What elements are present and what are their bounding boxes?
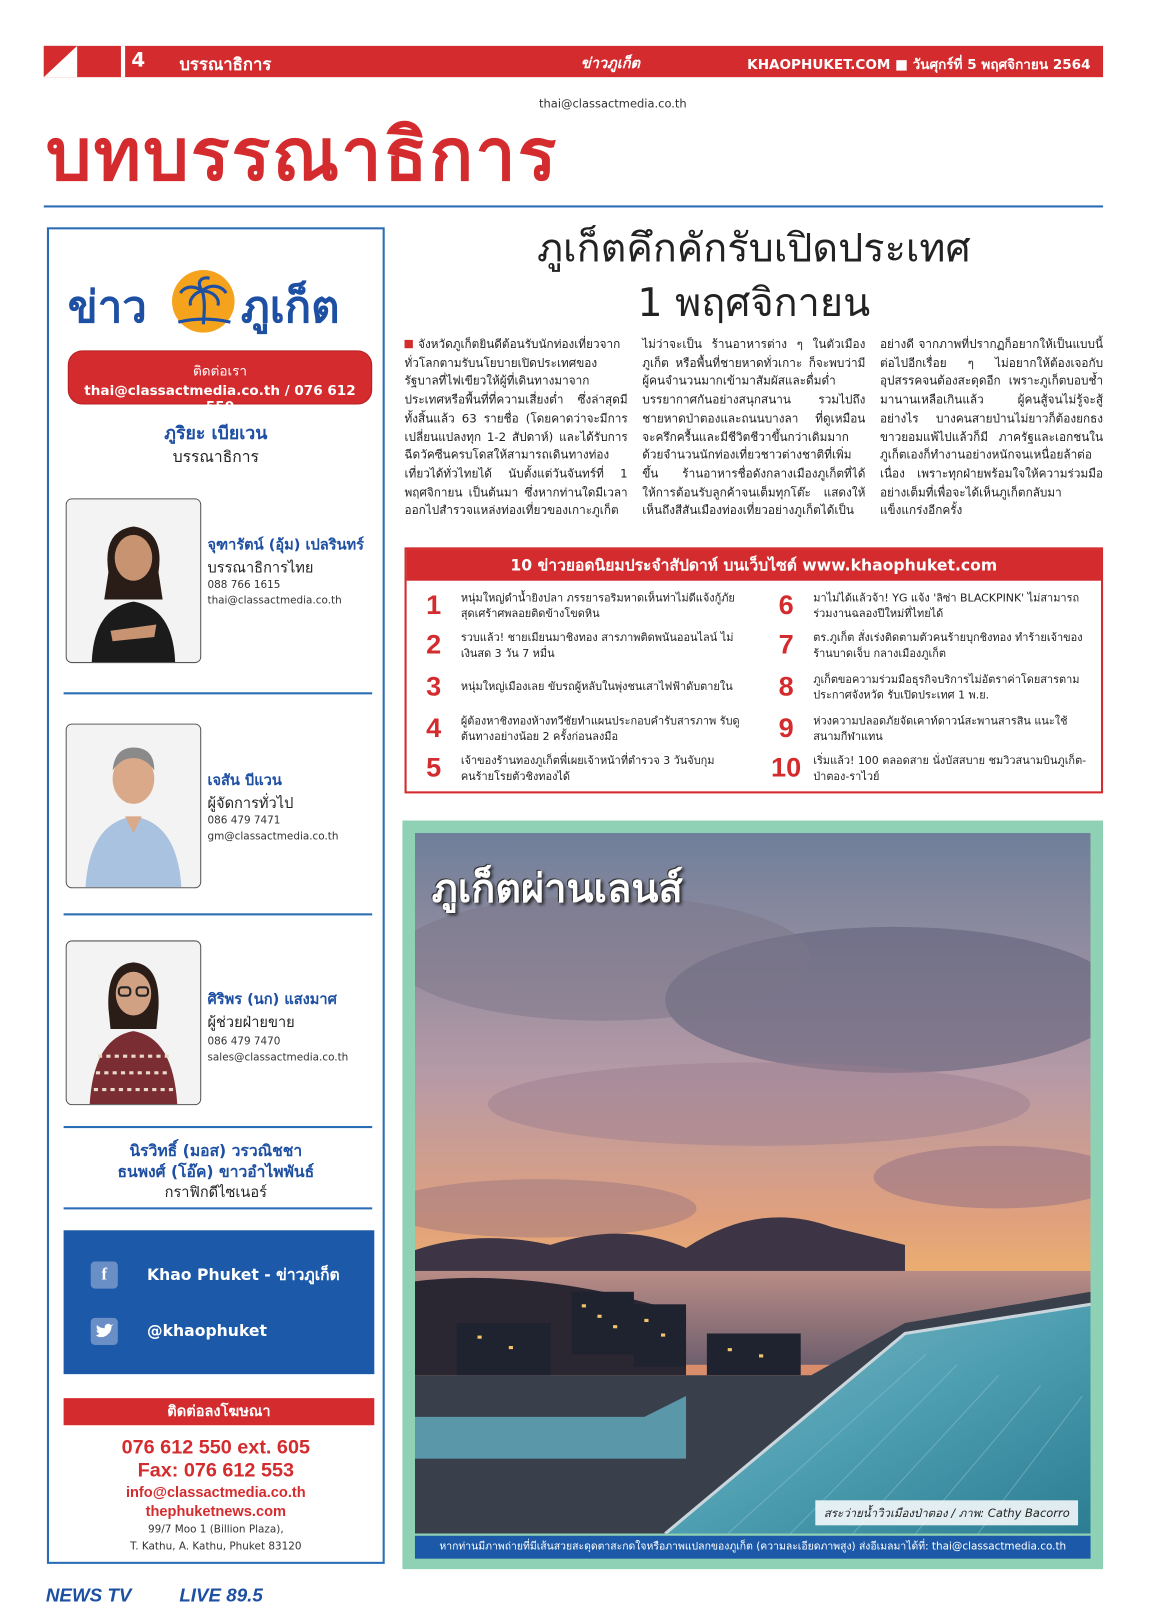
staff-phone-2: 086 479 7471: [207, 815, 281, 827]
ads-email[interactable]: info@classactmedia.co.th: [125, 1483, 306, 1501]
footer-logos: [46, 1583, 296, 1610]
photo-submission-note: หากท่านมีภาพถ่ายที่มีเส้นสวยสะดุดตาสะกดใจหรือภาพแปลกของภูเก็ต (ความละเอียดภาพสูง) ส่งอีเมลมาได้ที่: thai@classactmedia.co.th: [415, 1536, 1091, 1559]
khaophuket-logo: [68, 265, 370, 344]
news-text: มาไม่ได้แล้วจ้า! YG แจ้ง 'ลิซ่า BLACKPINK' ไม่สามารถร่วมงานฉลองปีใหม่ที่ไทยได้: [813, 592, 1080, 621]
article-body: [405, 336, 1104, 526]
staff-role-3: ผู้ช่วยฝ่ายขาย: [207, 1014, 295, 1032]
sunset-pool-photo: [415, 833, 1091, 1534]
masthead-rule: [44, 205, 1103, 207]
headline-line-1: ภูเก็ตคึกคักรับเปิดประเทศ: [536, 225, 971, 272]
staff-role-2: ผู้จัดการทั่วไป: [207, 795, 294, 813]
news-item[interactable]: [415, 712, 738, 752]
news-item[interactable]: [767, 670, 1090, 710]
sidebar-divider: [64, 1126, 373, 1128]
sidebar-divider: [64, 692, 373, 694]
logo-word-left: ข่าว: [67, 282, 147, 332]
twitter-label: @khaophuket: [147, 1321, 268, 1341]
corner-mark: [44, 46, 77, 77]
article-headline: [405, 221, 1104, 329]
staff-sidebar: [47, 227, 385, 1564]
top10-box: [405, 547, 1104, 793]
sidebar-divider: [64, 1207, 373, 1209]
logo-word-right: ภูเก็ต: [240, 282, 340, 332]
designer-name-1: นิรวิทธิ์ (มอส) วรวณิชชา: [129, 1141, 303, 1161]
news-number: 2: [426, 628, 442, 660]
headline-line-2: 1 พฤศจิกายน: [637, 279, 871, 326]
news-text: หนุ่มใหญ่เมืองเลย ขับรถผู้หลับในพุ่งชนเสาไฟฟ้าดับตายใน: [460, 680, 733, 694]
staff-phone-3: 086 479 7470: [207, 1036, 281, 1048]
ads-address-2: T. Kathu, A. Kathu, Phuket 83120: [130, 1540, 302, 1553]
designer-role: กราฟิกดีไซเนอร์: [164, 1184, 267, 1202]
news-text: เจ้าของร้านทองภูเก็ตพี่เผยเจ้าหน้าที่ตำรวจ 3 วันจับกุมคนร้ายโรยตัวชิงทองได้: [460, 754, 715, 783]
live-radio-logo: LIVE 89.5: [179, 1584, 263, 1606]
photo-frame: [402, 821, 1103, 1570]
news-item[interactable]: [415, 629, 738, 669]
news-item[interactable]: [767, 712, 1090, 752]
news-text: ห่วงความปลอดภัยจัดเคาท์ดาวน์สะพานสารสิน แนะใช้สนามกีฬาแทน: [813, 715, 1068, 744]
staff-phone-1: 088 766 1615: [207, 579, 281, 592]
contact-label: ติดต่อเรา: [192, 363, 248, 380]
section-label: บรรณาธิการ: [179, 54, 272, 75]
news-number: 9: [778, 712, 794, 744]
news-text: ตร.ภูเก็ต สั่งเร่งติดตามตัวคนร้ายบุกชิงทอง ทำร้ายเจ้าของร้านบาดเจ็บ กลางเมืองภูเก็ต: [813, 631, 1083, 660]
facebook-link[interactable]: [91, 1262, 340, 1289]
masthead-email: thai@classactmedia.co.th: [539, 96, 687, 111]
news-number: 3: [426, 670, 442, 702]
social-box: [64, 1230, 375, 1374]
staff-email-2: gm@classactmedia.co.th: [207, 830, 339, 843]
top10-header: 10 ข่าวยอดนิยมประจำสัปดาห์ บนเว็บไซต์ www.khaophuket.com: [407, 549, 1101, 580]
staff-name-2: เจสัน บีแวน: [207, 772, 282, 790]
facebook-label: Khao Phuket - ข่าวภูเก็ต: [147, 1265, 340, 1284]
header-logo: ข่าวภูเก็ต: [580, 55, 641, 72]
ads-website[interactable]: thephuketnews.com: [145, 1502, 286, 1520]
news-text: หนุ่มใหญ่ดำน้ำยิงปลา ภรรยารอริมหาดเห็นท่าไม่ดีแจ้งกู้ภัย สุดเศร้าศพลอยติดข้างโขดหิน: [460, 592, 735, 621]
top-bar: [44, 46, 1103, 77]
news-item[interactable]: [767, 629, 1090, 669]
news-item[interactable]: [415, 670, 738, 710]
news-tv-logo: NEWS TV: [45, 1584, 132, 1606]
news-text: ผู้ต้องหาชิงทองห้างทวีชัยทำแผนประกอบคำรับสารภาพ รับดูต้นทางอย่างน้อย 2 ครั้งก่อนลงมือ: [460, 715, 740, 744]
staff-photo-2: [66, 724, 202, 889]
twitter-link[interactable]: [91, 1318, 267, 1345]
news-number: 6: [778, 589, 794, 621]
staff-email-1: thai@classactmedia.co.th: [207, 595, 342, 607]
facebook-icon: f: [91, 1262, 118, 1289]
designers-block: [49, 1141, 383, 1204]
staff-name-1: จุฑารัตน์ (อุ้ม) เปลรินทร์: [207, 536, 365, 554]
photo-section-title: ภูเก็ตผ่านเลนส์: [431, 865, 683, 912]
article-bullet: [405, 340, 413, 348]
ads-label: ติดต่อลงโฆษณา: [64, 1398, 375, 1425]
news-number: 5: [426, 751, 442, 783]
staff-name-3: ศิริพร (นก) แสงมาศ: [207, 991, 337, 1009]
staff-email-3: sales@classactmedia.co.th: [207, 1051, 349, 1064]
news-item[interactable]: [767, 589, 1090, 629]
staff-photo-3: [66, 940, 202, 1105]
news-number: 4: [426, 712, 442, 744]
page-number-divider: [121, 46, 125, 77]
editor-role: บรรณาธิการ: [172, 447, 259, 467]
news-text: รวบแล้ว! ชายเมียนมาชิงทอง สารภาพติดพนันออนไลน์ ไม่เงินสด 3 วัน 7 หมื่น: [460, 631, 734, 660]
sidebar-divider: [64, 913, 373, 915]
news-number: 8: [778, 670, 794, 702]
news-text: ภูเก็ตขอความร่วมมือธุรกิจบริการไม่อัตราค่าโดยสารตามประกาศจังหวัด รับเปิดประเทศ 1 พ.ย.: [813, 673, 1080, 702]
contact-details: thai@classactmedia.co.th / 076 612 550: [84, 383, 356, 415]
photo-caption: สระว่ายน้ำวิวเมืองป่าตอง / ภาพ: Cathy Bacorro: [816, 1500, 1079, 1525]
news-text: เริ่มแล้ว! 100 ตลอดสาย นั่งบัสสบาย ชมวิวสนามบินภูเก็ต-ป่าตอง-ราไวย์: [813, 754, 1087, 783]
page-number: 4: [131, 49, 146, 72]
staff-role-1: บรรณาธิการไทย: [207, 559, 314, 577]
site-date: KHAOPHUKET.COM ■ วันศุกร์ที่ 5 พฤศจิกายน 2564: [747, 57, 1091, 73]
masthead-title: บทบรรณาธิการ: [45, 114, 559, 195]
news-number: 7: [778, 628, 794, 660]
ads-phone: 076 612 550 ext. 605: [121, 1436, 310, 1459]
editor-name: ภูริยะ เบียเวน: [164, 423, 268, 445]
news-item[interactable]: [767, 752, 1090, 792]
news-item[interactable]: [415, 752, 738, 792]
news-number: 1: [426, 589, 442, 621]
designer-name-2: ธนพงศ์ (โอ๊ค) ขาวอำไพพันธ์: [117, 1162, 315, 1182]
twitter-icon: [91, 1318, 118, 1345]
sun-palm-icon: [172, 270, 235, 333]
article-text: จังหวัดภูเก็ตยินดีต้อนรับนักท่องเที่ยวจากทั่วโลกตามรับนโยบายเปิดประเทศของรัฐบาลที่ไฟเขียวให้ผู้ที่เดินทางมาจากประเทศหรือพื้นที่ที่ความเสี่ยงต่ำ ซึ่งล่าสุดมีทั้งสิ้นแล้ว 63 รายชื่อ (โดยคาดว่าจะมีการเปลี่ยนแปลงทุก 1-2 สัปดาห์) และได้รับการฉีดวัคซีนครบโดสให้สามารถเดินทางท่องเที่ยวได้ทั่วไทยได้ นับตั้งแต่วันจันทร์ที่ 1 พฤศจิกายน เป็นต้นมา ซึ่งหากท่านใดมีเวลาออกไปสำรวจแหล่งท่องเที่ยวของเกาะภูเก็ต ไม่ว่าจะเป็น ร้านอาหารต่าง ๆ ในตัวเมืองภูเก็ต หรือพื้นที่ชายหาดทั่วเกาะ ก็จะพบว่ามีผู้คนจำนวนมากเข้ามาสัมผัสและดื่มด่ำบรรยากาศกันอย่างสนุกสนาน รวมไปถึงชายหาดป่าตองและถนนบางลา ที่ดูเหมือนจะครึกครื้นและมีชีวิตชีวาขึ้นกว่าเดิมมาก ด้วยจำนวนนักท่องเที่ยวชาวต่างชาติที่เพิ่มขึ้น ร้านอาหารชื่อดังกลางเมืองภูเก็ตที่ได้ให้การต้อนรับลูกค้าจนเต็มทุกโต๊ะ แสดงให้เห็นถึงสีสันเมืองท่องเที่ยวอย่างภูเก็ตได้เป็นอย่างดี จากภาพที่ปรากฏก็อยากให้เป็นแบบนี้ต่อไปอีกเรื่อย ๆ ไม่อยากให้ต้องเจอกับอุปสรรคจนต้องสะดุดอีก เพราะภูเก็ตบอบช้ำมานานเหลือเกินแล้ว ผู้คนสู้จนไม่รู้จะสู้อย่างไร บางคนสายป่านไม่ยาวก็ต้องยกธงขาวยอมแพ้ไปแล้วก็มี ภาครัฐและเอกชนในภูเก็ตเองก็ทำงานอย่างหนักจนเหนื่อยล้าต่อเนื่อง เพราะทุกฝ่ายพร้อมใจให้ความร่วมมืออย่างเต็มที่เพื่อจะได้เห็นภูเก็ตกลับมาแข็งแกร่งอีกครั้ง: [404, 337, 1104, 518]
contact-box: [68, 350, 372, 415]
ads-address-1: 99/7 Moo 1 (Billion Plaza),: [147, 1524, 284, 1536]
news-number: 10: [771, 751, 802, 783]
ads-fax: Fax: 076 612 553: [137, 1459, 295, 1482]
staff-photo-1: [66, 498, 202, 663]
news-item[interactable]: [415, 589, 738, 629]
